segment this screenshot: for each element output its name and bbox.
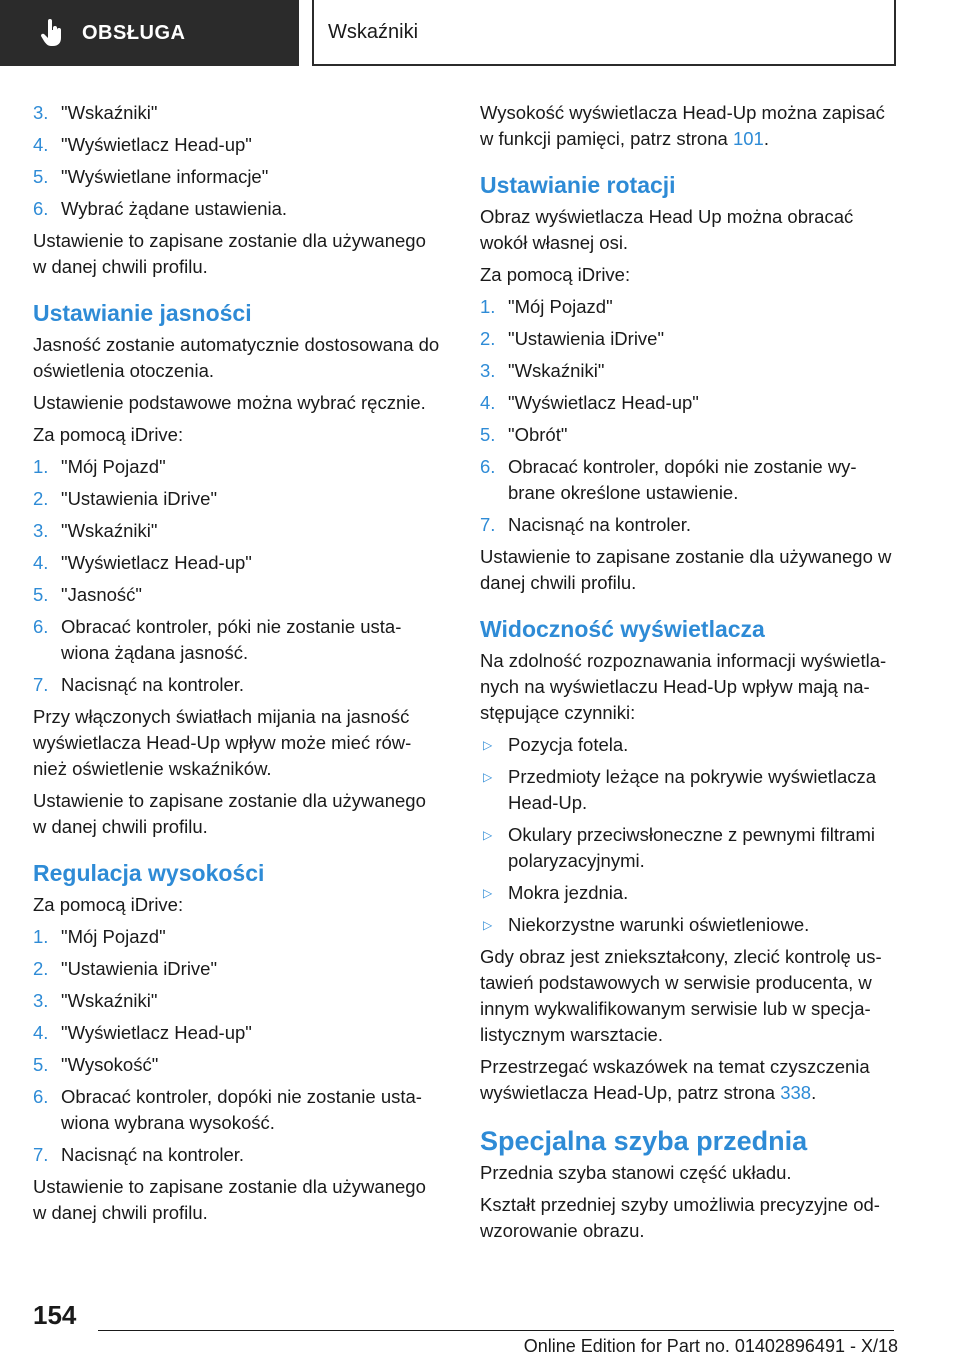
paragraph: Przestrzegać wskazówek na temat czyszczenia wyświetlacza Head-Up, patrz strona 338. <box>480 1056 870 1103</box>
section-label: OBSŁUGA <box>82 21 186 44</box>
heading-windscreen: Specjalna szyba przednia <box>480 1126 808 1156</box>
paragraph: Przednia szyba stanowi część układu. <box>480 1162 792 1183</box>
paragraph: Za pomocą iDrive: <box>33 894 184 915</box>
steps-list-brightness <box>33 454 443 698</box>
list-item: 6. Obracać kontroler, póki nie zostanie usta-wiona żądana jasność. <box>33 616 402 663</box>
list-item: 2. "Ustawienia iDrive" <box>33 958 218 979</box>
list-item: 1. "Mój Pojazd" <box>480 296 613 317</box>
list-item: 5. "Wysokość" <box>33 1054 159 1075</box>
paragraph: Jasność zostanie automatycznie dostosowana do oświetlenia otoczenia. <box>33 334 440 381</box>
list-item: 6. Obracać kontroler, dopóki nie zostanie wy-brane określone ustawienie. <box>480 456 857 503</box>
list-item: 4. "Wyświetlacz Head-up" <box>480 392 699 413</box>
paragraph: Ustawienie to zapisane zostanie dla używanego w danej chwili profilu. <box>33 1176 426 1223</box>
heading-visibility: Widoczność wyświetlacza <box>480 616 765 642</box>
list-item: 7. Nacisnąć na kontroler. <box>33 1144 245 1165</box>
triangle-bullet-icon: ▷ <box>483 738 493 752</box>
paragraph: Za pomocą iDrive: <box>480 264 631 285</box>
list-item: ▷ Przedmioty leżące na pokrywie wyświetlacza Head-Up. <box>480 764 900 816</box>
factors-list <box>480 732 900 938</box>
paragraph: Kształt przedniej szyby umożliwia precyzyjne od-wzorowanie obrazu. <box>480 1194 880 1241</box>
list-item: 3. "Wskaźniki" <box>33 520 158 541</box>
list-item: ▷ Pozycja fotela. <box>480 732 900 758</box>
page-link-101[interactable]: 101 <box>732 128 764 149</box>
list-item: 4. "Wyświetlacz Head-up" <box>33 1022 252 1043</box>
paragraph: Za pomocą iDrive: <box>33 424 184 445</box>
list-item: 3. "Wskaźniki" <box>480 360 605 381</box>
list-item: 1. "Mój Pojazd" <box>33 456 166 477</box>
section-tab <box>0 0 299 66</box>
paragraph: Wysokość wyświetlacza Head-Up można zapisać w funkcji pamięci, patrz strona 101. <box>480 102 885 149</box>
steps-list-display <box>33 100 443 222</box>
list-item: 7. Nacisnąć na kontroler. <box>480 514 692 535</box>
list-item: 5. "Obrót" <box>480 424 568 445</box>
list-item: 2. "Ustawienia iDrive" <box>480 328 665 349</box>
paragraph: Ustawienie podstawowe można wybrać ręcznie. <box>33 392 426 413</box>
paragraph: Na zdolność rozpoznawania informacji wyświetla-nych na wyświetlaczu Head-Up wpływ mają na-stępujące czynniki: <box>480 650 887 723</box>
list-item: 7. Nacisnąć na kontroler. <box>33 674 245 695</box>
steps-list-rotation <box>480 294 900 538</box>
list-item: ▷ Niekorzystne warunki oświetleniowe. <box>480 912 900 938</box>
hand-pointer-icon <box>40 19 64 47</box>
page-header <box>0 0 960 66</box>
list-item: 2. "Ustawienia iDrive" <box>33 488 218 509</box>
list-item: 4. "Wyświetlacz Head-up" <box>33 552 252 573</box>
heading-height: Regulacja wysokości <box>33 860 265 886</box>
list-item: 1. "Mój Pojazd" <box>33 926 166 947</box>
list-item: ▷ Okulary przeciwsłoneczne z pewnymi filtrami polaryzacyjnymi. <box>480 822 900 874</box>
chapter-title: Wskaźniki <box>328 20 419 43</box>
list-item: 5. "Wyświetlane informacje" <box>33 166 269 187</box>
left-column <box>33 100 443 1232</box>
paragraph: Przy włączonych światłach mijania na jasność wyświetlacza Head-Up wpływ może mieć rów-nież oświetlenie wskaźników. <box>33 706 412 779</box>
steps-list-height <box>33 924 443 1168</box>
triangle-bullet-icon: ▷ <box>483 918 493 932</box>
footer-divider <box>98 1330 894 1331</box>
heading-rotation: Ustawianie rotacji <box>480 172 676 198</box>
list-item: 5. "Jasność" <box>33 584 143 605</box>
triangle-bullet-icon: ▷ <box>483 886 493 900</box>
edition-text: Online Edition for Part no. 01402896491 - X/18 <box>523 1336 898 1356</box>
list-item: 6. Wybrać żądane ustawienia. <box>33 198 288 219</box>
triangle-bullet-icon: ▷ <box>483 770 493 784</box>
page-link-338[interactable]: 338 <box>780 1082 812 1103</box>
paragraph: Gdy obraz jest zniekształcony, zlecić kontrolę us-tawień podstawowych w serwisie producenta, w innym wykwalifikowanym serwisie lub w specja-listycznym warsztacie. <box>480 946 882 1045</box>
list-item: 4. "Wyświetlacz Head-up" <box>33 134 252 155</box>
paragraph: Ustawienie to zapisane zostanie dla używanego w danej chwili profilu. <box>33 790 426 837</box>
list-item: ▷ Mokra jezdnia. <box>480 880 900 906</box>
page-number: 154 <box>33 1300 77 1330</box>
chapter-box <box>312 0 896 66</box>
triangle-bullet-icon: ▷ <box>483 828 493 842</box>
list-item: 3. "Wskaźniki" <box>33 102 158 123</box>
paragraph: Obraz wyświetlacza Head Up można obracać wokół własnej osi. <box>480 206 854 253</box>
paragraph: Ustawienie to zapisane zostanie dla używanego w danej chwili profilu. <box>480 546 892 593</box>
heading-brightness: Ustawianie jasności <box>33 300 252 326</box>
list-item: 3. "Wskaźniki" <box>33 990 158 1011</box>
list-item: 6. Obracać kontroler, dopóki nie zostanie usta-wiona wybrana wysokość. <box>33 1086 422 1133</box>
paragraph: Ustawienie to zapisane zostanie dla używanego w danej chwili profilu. <box>33 230 426 277</box>
right-column <box>480 100 900 1250</box>
